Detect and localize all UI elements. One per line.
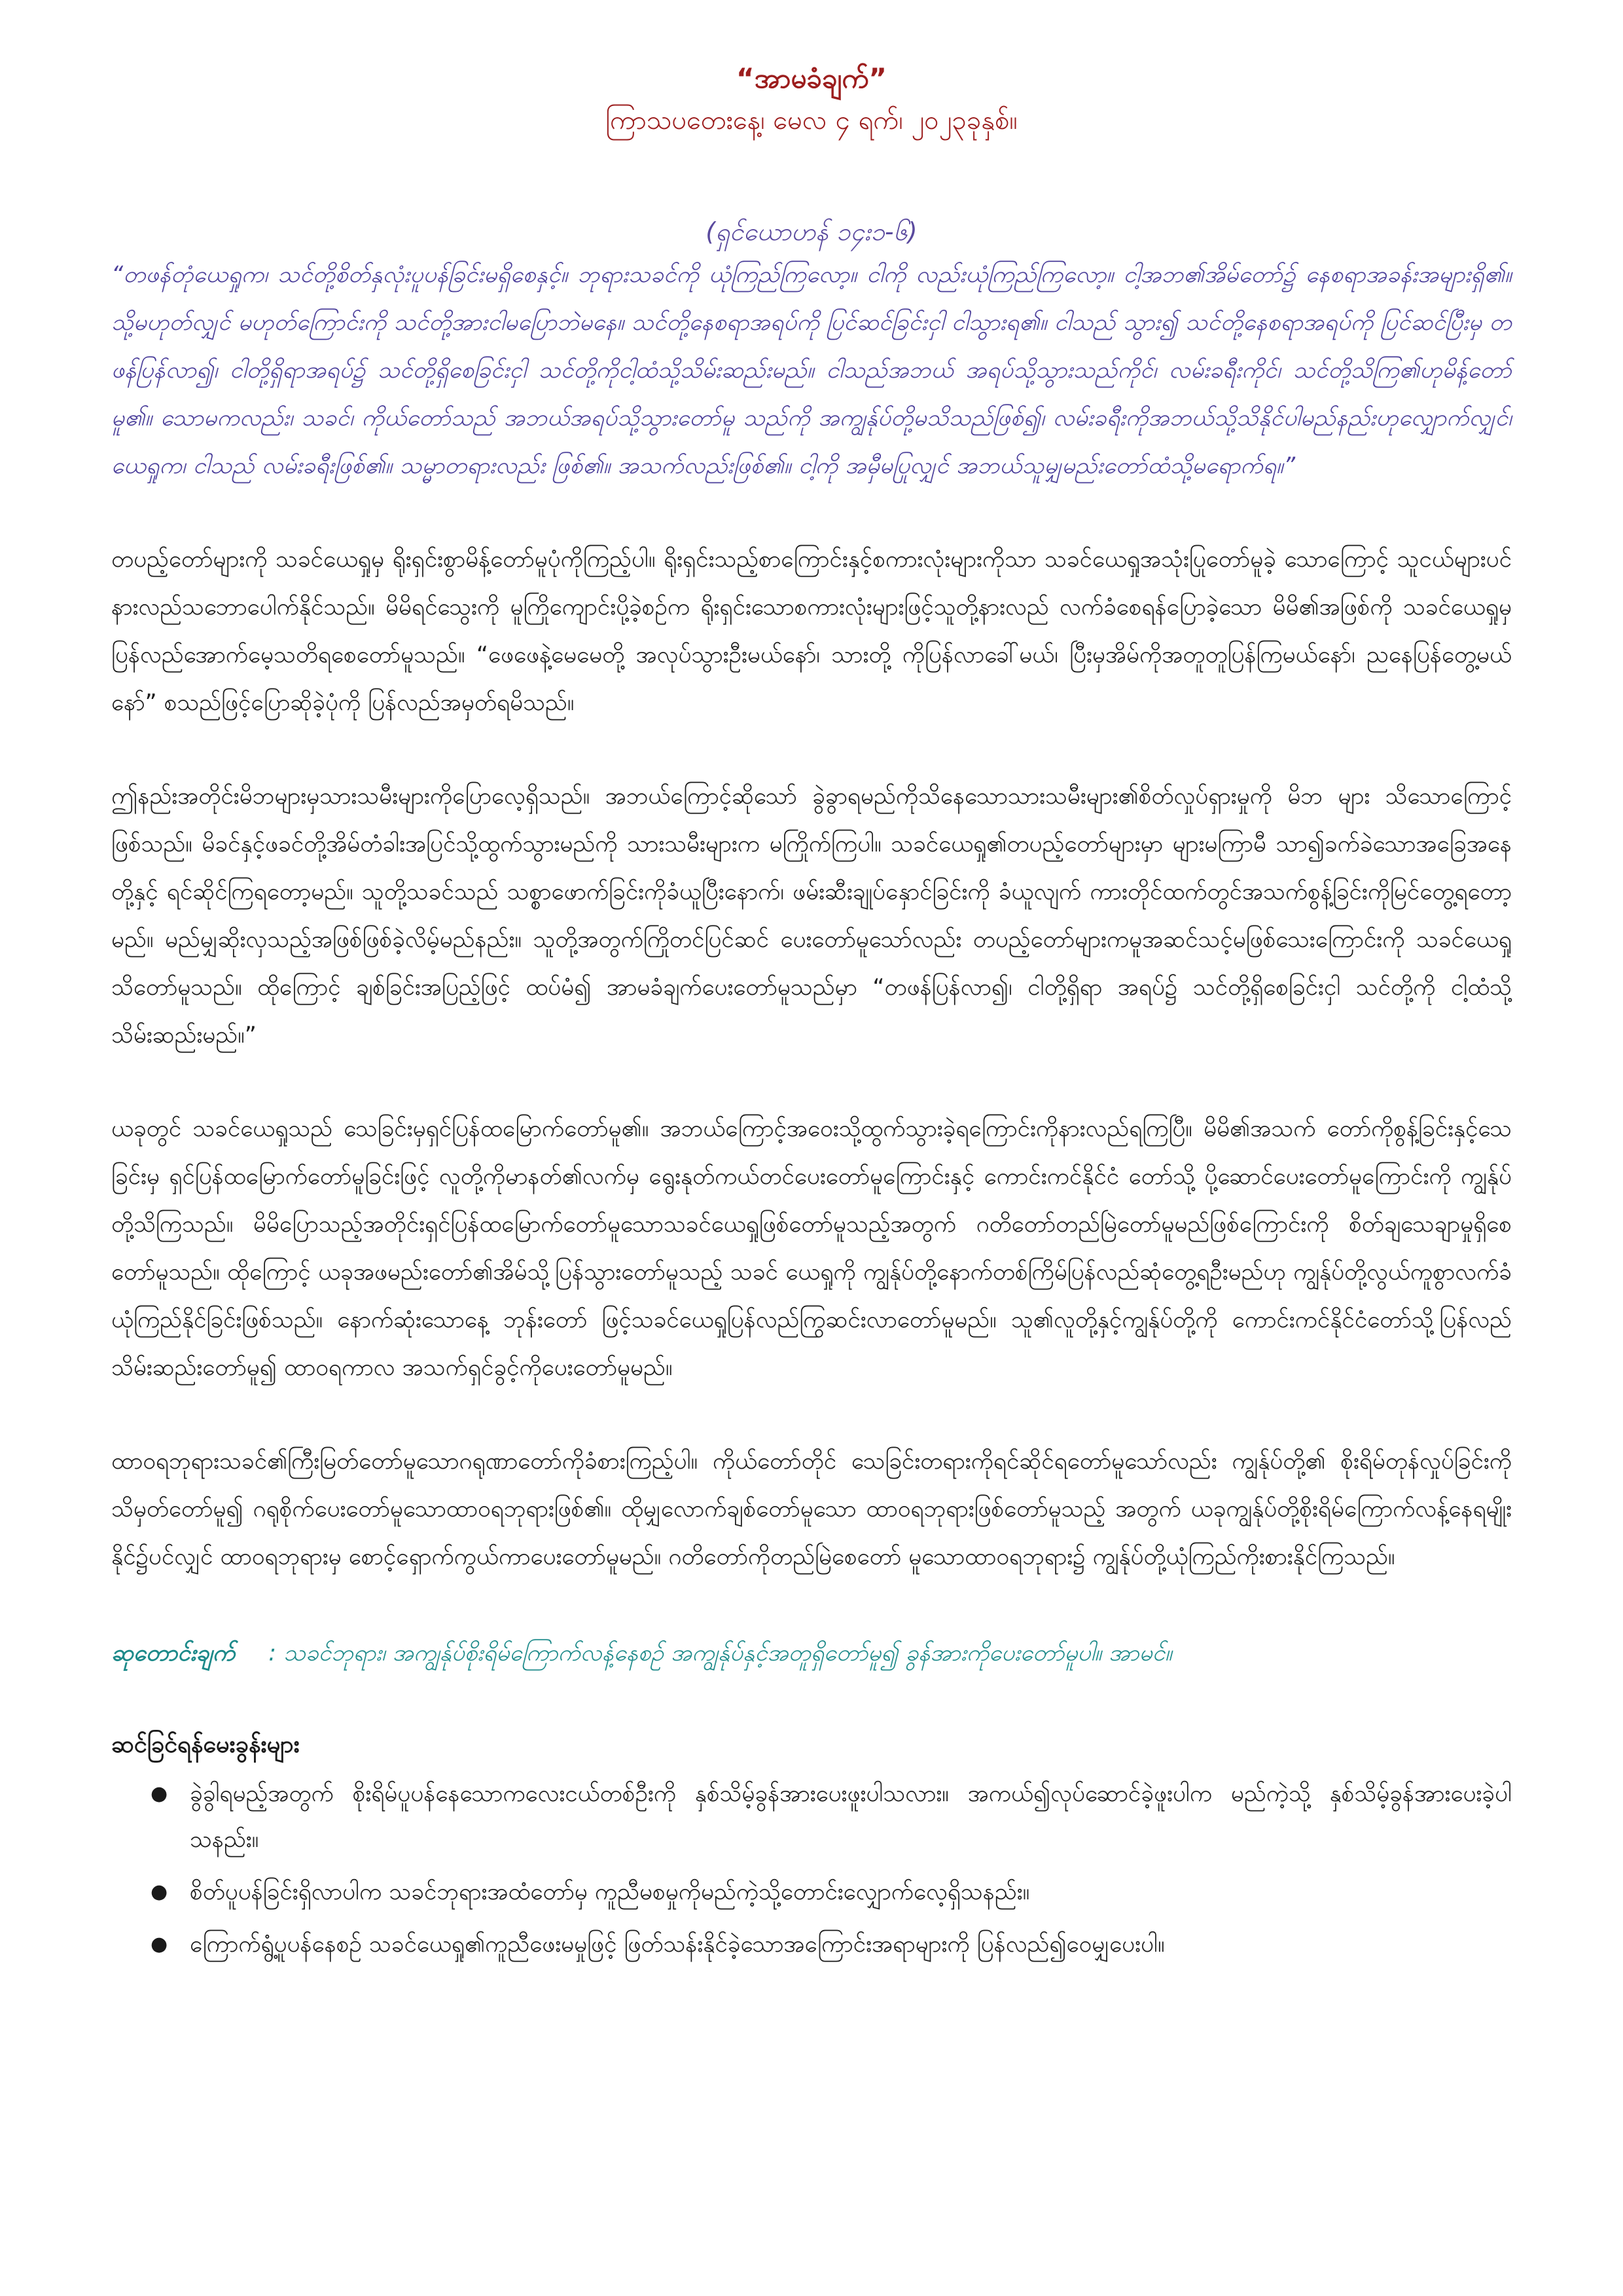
list-item xyxy=(151,1771,1512,1863)
date-line: ကြာသပတေးနေ့၊ မေလ ၄ ရက်၊ ၂၀၂၃ခုနှစ်။ xyxy=(605,105,1018,135)
scripture-reference: (ရှင်ယောဟန် ၁၄း၁-၆) xyxy=(705,217,918,246)
question-text: ခွဲခွါရမည့်အတွက် စိုးရိမ်ပူပန်နေသောကလေးငယ်တစ်ဦးကို နှစ်သိမ့်ခွန်အားပေးဖူးပါသလား။ အကယ်၍လုပ်ဆောင်ခဲ့ဖူးပါက မည်ကဲ့သို့ နှစ်သိမ့်ခွန်အားပေးခဲ့ပါသနည်း။ xyxy=(190,1781,1512,1853)
body-paragraph-4: ထာဝရဘုရားသခင်၏ကြီးမြတ်တော်မူသောဂရုဏာတော်ကိုခံစားကြည့်ပါ။ ကိုယ်တော်တိုင် သေခြင်းတရားကိုရင်ဆိုင်ရတော်မူသော်လည်း ကျွန်ုပ်တို့၏ စိုးရိမ်တုန်လှုပ်ခြင်းကိုသိမှတ်တော်မူ၍ ဂရုစိုက်ပေးတော်မူသောထာဝရဘုရားဖြစ်၏။ ထိုမျှလောက်ချစ်တော်မူသော ထာဝရဘုရားဖြစ်တော်မူသည့် အတွက် ယခုကျွန်ုပ်တို့စိုးရိမ်ကြောက်လန့်နေရမျိုးနိုင်၌ပင်လျှင် ထာဝရဘုရားမှ စောင့်ရှောက်ကွယ်ကာပေးတော်မူမည်။ ဂတိတော်ကိုတည်မြဲစေတော် မူသောထာဝရဘုရား၌ ကျွန်ုပ်တို့ယုံကြည်ကိုးစားနိုင်ကြသည်။ xyxy=(111,1448,1512,1570)
body-paragraph-1: တပည့်တော်များကို သခင်ယေရှုမှ ရိုးရှင်းစွာမိန့်တော်မူပုံကိုကြည့်ပါ။ ရိုးရှင်းသည့်စာကြောင်းနှင့်စကားလုံးများကိုသာ သခင်ယေရှုအသုံးပြုတော်မူခဲ့ သောကြောင့် သူငယ်များပင်နားလည်သဘောပေါက်နိုင်သည်။ မိမိရင်သွေးကို မူကြိုကျောင်းပို့ခဲ့စဉ်က ရိုးရှင်းသောစကားလုံးများဖြင့်သူတို့နားလည် လက်ခံစေရန်ပြောခဲ့သော မိမိ၏အဖြစ်ကို သခင်ယေရှုမှပြန်လည်အောက်မေ့သတိရစေတော်မူသည်။ “ဖေဖေနဲ့မေမေတို့ အလုပ်သွားဦးမယ်နော်၊ သားတို့ ကိုပြန်လာခေါ်မယ်၊ ပြီးမှအိမ်ကိုအတူတူပြန်ကြမယ်နော်၊ ညနေပြန်တွေ့မယ်နော်” စသည်ဖြင့်ပြောဆိုခဲ့ပုံကို ပြန်လည်အမှတ်ရမိသည်။ xyxy=(111,547,1512,716)
prayer-label: ဆုတောင်းချက် xyxy=(111,1640,236,1666)
prayer-text: : သခင်ဘုရား၊ အကျွန်ုပ်စိုးရိမ်ကြောက်လန့်နေစဉ် အကျွန်ုပ်နှင့်အတူရှိတော်မူ၍ ခွန်အားကိုပေးတော်မူပါ။ အာမင်။ xyxy=(268,1640,1172,1666)
questions-heading: ဆင်ခြင်ရန်မေးခွန်းများ xyxy=(111,1731,300,1758)
bullet-icon: ● xyxy=(151,1782,168,1805)
list-item xyxy=(151,1922,1512,1967)
question-text: ကြောက်ရွံ့ပူပန်နေစဉ် သခင်ယေရှု၏ကူညီဖေးမမှုဖြင့် ဖြတ်သန်းနိုင်ခဲ့သောအကြောင်းအရာများကို ပြန်လည်၍ဝေမျှပေးပါ။ xyxy=(190,1931,1165,1958)
question-text: စိတ်ပူပန်ခြင်းရှိလာပါက သခင်ဘုရားအထံတော်မှ ကူညီမစမှုကိုမည်ကဲ့သို့တောင်းလျှောက်လေ့ရှိသနည်း။ xyxy=(190,1879,1030,1905)
bullet-icon: ● xyxy=(151,1933,168,1956)
body-paragraph-3: ယခုတွင် သခင်ယေရှုသည် သေခြင်းမှရှင်ပြန်ထမြောက်တော်မူ၏။ အဘယ်ကြောင့်အဝေးသို့ထွက်သွားခဲ့ရကြောင်းကိုနားလည်ရကြပြီ။ မိမိ၏အသက် တော်ကိုစွန့်ခြင်းနှင့်သေခြင်းမှ ရှင်ပြန်ထမြောက်တော်မူခြင်းဖြင့် လူတို့ကိုမာနတ်၏လက်မှ ရွေးနုတ်ကယ်တင်ပေးတော်မူကြောင်းနှင့် ကောင်းကင်နိုင်ငံ တော်သို့ ပို့ဆောင်ပေးတော်မူကြောင်းကို ကျွန်ုပ်တို့သိကြသည်။ မိမိပြောသည့်အတိုင်းရှင်ပြန်ထမြောက်တော်မူသောသခင်ယေရှုဖြစ်တော်မူသည့်အတွက် ဂတိတော်တည်မြဲတော်မူမည်ဖြစ်ကြောင်းကို စိတ်ချသေချာမှုရှိစေတော်မူသည်။ ထိုကြောင့် ယခုအဖမည်းတော်၏အိမ်သို့ပြန်သွားတော်မူသည့် သခင် ယေရှုကို ကျွန်ုပ်တို့နောက်တစ်ကြိမ်ပြန်လည်ဆုံတွေ့ရဦးမည်ဟု ကျွန်ုပ်တို့လွယ်ကူစွာလက်ခံယုံကြည်နိုင်ခြင်းဖြစ်သည်။ နောက်ဆုံးသောနေ့ ဘုန်းတော် ဖြင့်သခင်ယေရှုပြန်လည်ကြွဆင်းလာတော်မူမည်။ သူ၏လူတို့နှင့်ကျွန်ုပ်တို့ကို ကောင်းကင်နိုင်ငံတော်သို့ပြန်လည်သိမ်းဆည်းတော်မူ၍ ထာဝရကာလ အသက်ရှင်ခွင့်ကိုပေးတော်မူမည်။ xyxy=(111,1116,1512,1381)
scripture-text: “တဖန်တုံယေရှုက၊ သင်တို့စိတ်နှလုံးပူပန်ခြင်းမရှိစေနှင့်။ ဘုရားသခင်ကို ယုံကြည်ကြလော့။ ငါကို လည်းယုံကြည်ကြလော့။ ငါ့အဘ၏အိမ်တော်၌ နေစရာအခန်းအများရှိ၏။ သို့မဟုတ်လျှင် မဟုတ်ကြောင်းကို သင်တို့အားငါမပြောဘဲမနေ။ သင်တို့နေစရာအရပ်ကို ပြင်ဆင်ခြင်းငှါ ငါသွားရ၏။ ငါသည် သွား၍ သင်တို့နေစရာအရပ်ကို ပြင်ဆင်ပြီးမှ တဖန်ပြန်လာ၍၊ ငါတို့ရှိရာအရပ်၌ သင်တို့ရှိစေခြင်းငှါ သင်တို့ကိုငါ့ထံသို့သိမ်းဆည်းမည်။ ငါသည်အဘယ် အရပ်သို့သွားသည်ကိုင်၊ လမ်းခရီးကိုင်၊ သင်တို့သိကြ၏ဟုမိန့်တော်မူ၏။ သောမကလည်း၊ သခင်၊ ကိုယ်တော်သည် အဘယ်အရပ်သို့သွားတော်မူ သည်ကို အကျွန်ုပ်တို့မသိသည်ဖြစ်၍၊ လမ်းခရီးကိုအဘယ်သို့သိနိုင်ပါမည်နည်းဟုလျှောက်လျှင်၊ ယေရှုက၊ ငါသည် လမ်းခရီးဖြစ်၏။ သမ္မာတရားလည်း ဖြစ်၏။ အသက်လည်းဖြစ်၏။ ငါ့ကို အမှီမပြုလျှင် အဘယ်သူမျှမည်းတော်ထံသို့မရောက်ရ။” xyxy=(111,262,1512,479)
bullet-icon: ● xyxy=(151,1880,168,1903)
list-item xyxy=(151,1869,1512,1915)
body-paragraph-2: ဤနည်းအတိုင်းမိဘများမှသားသမီးများကိုပြောလေ့ရှိသည်။ အဘယ်ကြောင့်ဆိုသော် ခွဲခွာရမည်ကိုသိနေသောသားသမီးများ၏စိတ်လှုပ်ရှားမှုကို မိဘ များ သိသောကြောင့်ဖြစ်သည်။ မိခင်နှင့်ဖခင်တို့အိမ်တံခါးအပြင်သို့ထွက်သွားမည်ကို သားသမီးများက မကြိုက်ကြပါ။ သခင်ယေရှု၏တပည့်တော်များမှာ များမကြာမီ သာ၍ခက်ခဲသောအခြေအနေတို့နှင့် ရင်ဆိုင်ကြရတော့မည်။ သူတို့သခင်သည် သစ္စာဖောက်ခြင်းကိုခံယူပြီးနောက်၊ ဖမ်းဆီးချုပ်နှောင်ခြင်းကို ခံယူလျက် ကားတိုင်ထက်တွင်အသက်စွန့်ခြင်းကိုမြင်တွေ့ရတော့မည်။ မည်မျှဆိုးလှသည့်အဖြစ်ဖြစ်ခဲ့လိမ့်မည်နည်း။ သူတို့အတွက်ကြိုတင်ပြင်ဆင် ပေးတော်မူသော်လည်း တပည့်တော်များကမူအဆင်သင့်မဖြစ်သေးကြောင်းကို သခင်ယေရှုသိတော်မူသည်။ ထိုကြောင့် ချစ်ခြင်းအပြည့်ဖြင့် ထပ်မံ၍ အာမခံချက်ပေးတော်မူသည်မှာ “တဖန်ပြန်လာ၍၊ ငါတို့ရှိရာ အရပ်၌ သင်တို့ရှိစေခြင်းငှါ သင်တို့ကို ငါ့ထံသို့သိမ်းဆည်းမည်။” xyxy=(111,783,1512,1049)
questions-list xyxy=(111,1771,1512,1967)
prayer-section xyxy=(111,1634,1512,1673)
page-title: “အာမခံချက်” xyxy=(736,62,887,94)
